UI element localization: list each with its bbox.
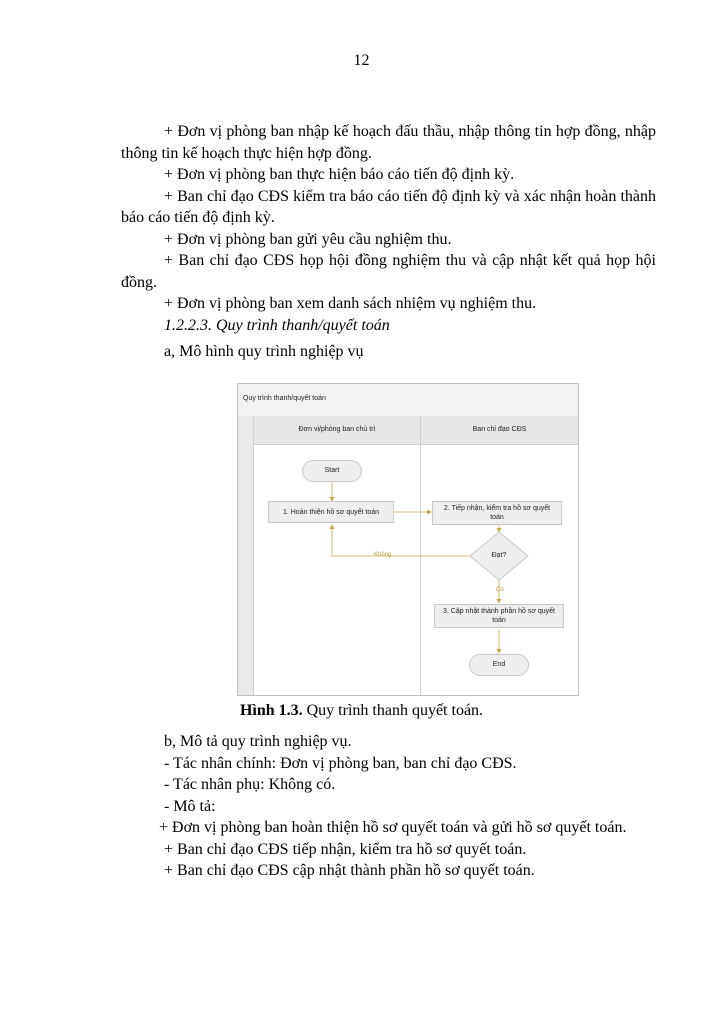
- desc-line: - Tác nhân chính: Đơn vị phòng ban, ban chỉ đạo CĐS.: [164, 754, 517, 772]
- step3-node: 3. Cập nhật thành phần hồ sơ quyết toán: [434, 604, 564, 628]
- yes-label: Có: [496, 587, 504, 593]
- end-node: End: [469, 654, 529, 676]
- body-text-top: [121, 121, 656, 363]
- subheading-b: b, Mô tả quy trình nghiệp vụ.: [164, 733, 352, 750]
- paragraph: + Đơn vị phòng ban hoàn thiện hồ sơ quyết toán và gửi hồ sơ quyết toán.: [159, 819, 627, 836]
- desc-line: - Mô tả:: [164, 797, 216, 815]
- lane-left-label: Đơn vị/phòng ban chủ trì: [298, 426, 376, 433]
- paragraph: + Ban chỉ đạo CĐS họp hội đồng nghiệm thu và cập nhật kết quả họp hội đồng.: [121, 252, 656, 291]
- step2-node: 2. Tiếp nhận, kiểm tra hồ sơ quyết toán: [432, 501, 562, 525]
- figure-caption: [0, 702, 723, 720]
- section-heading: 1.2.2.3. Quy trình thanh/quyết toán: [164, 316, 390, 334]
- flow-connectors: [238, 384, 578, 695]
- start-node: Start: [302, 460, 362, 482]
- paragraph: + Ban chỉ đạo CĐS tiếp nhận, kiểm tra hồ sơ quyết toán.: [164, 840, 527, 858]
- arrow-no-to-step1: [332, 525, 470, 556]
- paragraph: + Đơn vị phòng ban thực hiện báo cáo tiến độ định kỳ.: [164, 166, 515, 183]
- process-diagram: [237, 383, 579, 696]
- caption-text: Quy trình thanh quyết toán.: [302, 702, 484, 719]
- decision-label: Đạt?: [491, 552, 507, 559]
- lane-right-label: Ban chỉ đạo CĐS: [472, 426, 527, 433]
- body-text-bottom: [121, 731, 656, 882]
- subheading-a: a, Mô hình quy trình nghiệp vụ: [164, 343, 364, 360]
- page-number: 12: [353, 52, 370, 69]
- step1-node: 1. Hoàn thiện hồ sơ quyết toán: [268, 501, 394, 523]
- paragraph: + Ban chỉ đạo CĐS kiểm tra báo cáo tiến độ định kỳ và xác nhận hoàn thành báo cáo tiến độ định kỳ.: [121, 187, 656, 226]
- paragraph: + Đơn vị phòng ban gửi yêu cầu nghiệm thu.: [164, 230, 452, 248]
- desc-line: - Tác nhân phụ: Không có.: [164, 776, 336, 793]
- no-label: Không: [374, 552, 392, 558]
- paragraph: + Đơn vị phòng ban xem danh sách nhiệm vụ nghiệm thu.: [164, 295, 537, 312]
- diagram-title: Quy trình thanh/quyết toán: [243, 395, 326, 402]
- paragraph: + Ban chỉ đạo CĐS cập nhật thành phần hồ sơ quyết toán.: [164, 862, 535, 879]
- caption-label: Hình 1.3.: [239, 702, 303, 719]
- paragraph: + Đơn vị phòng ban nhập kế hoạch đấu thầu, nhập thông tin hợp đồng, nhập thông tin kế hoạch thực hiện hợp đồng.: [121, 123, 656, 162]
